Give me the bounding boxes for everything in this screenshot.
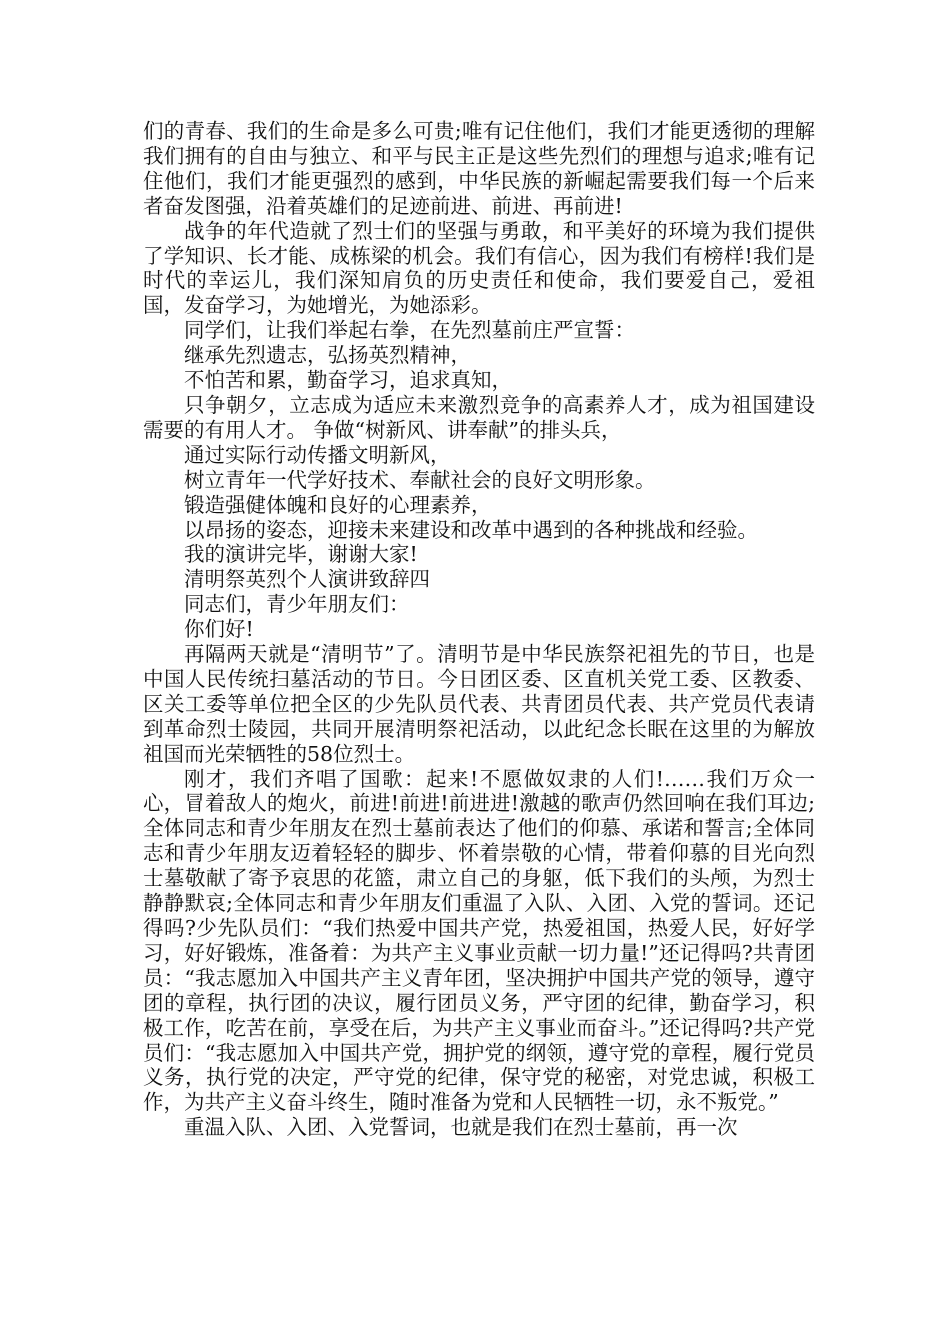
paragraph: 刚才，我们齐唱了国歌：起来!不愿做奴隶的人们!……我们万众一心，冒着敌人的炮火，前进!前进!前进进!激越的歌声仍然回响在我们耳边;全体同志和青少年朋友在烈士墓前表达了他们的仰慕、承诺和誓言;全体同志和青少年朋友迈着轻轻的脚步、怀着崇敬的心情，带着仰慕的目光向烈士墓敬献了寄予哀思的花篮，肃立自己的身躯，低下我们的头颅，为烈士静静默哀;全体同志和青少年朋友们重温了入队、入团、入党的誓词。还记得吗?少先队员们：“我们热爱中国共产党，热爱祖国，热爱人民，好好学习，好好锻炼，准备着：为共产主义事业贡献一切力量!”还记得吗?共青团员：“我志愿加入中国共产主义青年团，坚决拥护中国共产党的领导，遵守团的章程，执行团的决议，履行团员义务，严守团的纪律，勤奋学习，积极工作，吃苦在前，享受在后，为共产主义事业而奋斗。”还记得吗?共产党员们：“我志愿加入中国共产党，拥护党的纲领，遵守党的章程，履行党员义务，执行党的决定，严守党的纪律，保守党的秘密，对党忠诚，积极工作，为共产主义奋斗终生，随时准备为党和人民牺牲一切，永不叛党。” [143,766,815,1115]
paragraph: 再隔两天就是“清明节”了。清明节是中华民族祭祀祖先的节日，也是中国人民传统扫墓活动的节日。今日团区委、区直机关党工委、区教委、区关工委等单位把全区的少先队员代表、共青团员代表、共产党员代表请到革命烈士陵园，共同开展清明祭祀活动，以此纪念长眠在这里的为解放祖国而光荣牺牲的58位烈士。 [143,642,815,766]
paragraph: 继承先烈遗志，弘扬英烈精神， [184,343,471,368]
paragraph: 以昂扬的姿态，迎接未来建设和改革中遇到的各种挑战和经验。 [184,517,758,542]
paragraph: 通过实际行动传播文明新风， [184,442,451,467]
document-body [143,119,815,1140]
paragraph: 重温入队、入团、入党誓词，也就是我们在烈士墓前，再一次 [184,1115,738,1140]
paragraph: 树立青年一代学好技术、奉献社会的良好文明形象。 [184,467,656,492]
paragraph: 只争朝夕，立志成为适应未来激烈竞争的高素养人才，成为祖国建设需要的有用人才。 争做“树新风、讲奉献”的排头兵， [143,392,815,442]
paragraph: 不怕苦和累，勤奋学习，追求真知， [184,368,512,393]
section-heading: 清明祭英烈个人演讲致辞四 [184,567,430,592]
paragraph: 锻造强健体魄和良好的心理素养， [184,492,492,517]
paragraph: 战争的年代造就了烈士们的坚强与勇敢，和平美好的环境为我们提供了学知识、长才能、成栋梁的机会。我们有信心，因为我们有榜样!我们是时代的幸运儿，我们深知肩负的历史责任和使命，我们要爱自己，爱祖国，发奋学习，为她增光，为她添彩。 [143,218,815,318]
salutation: 同志们，青少年朋友们： [184,592,410,617]
paragraph: 同学们，让我们举起右拳，在先烈墓前庄严宣誓： [184,318,635,343]
paragraph: 我的演讲完毕，谢谢大家! [184,542,418,567]
greeting: 你们好! [184,617,254,642]
paragraph: 们的青春、我们的生命是多么可贵;唯有记住他们，我们才能更透彻的理解我们拥有的自由与独立、和平与民主正是这些先烈们的理想与追求;唯有记住他们，我们才能更强烈的感到，中华民族的新崛起需要我们每一个后来者奋发图强，沿着英雄们的足迹前进、前进、再前进! [143,119,815,218]
